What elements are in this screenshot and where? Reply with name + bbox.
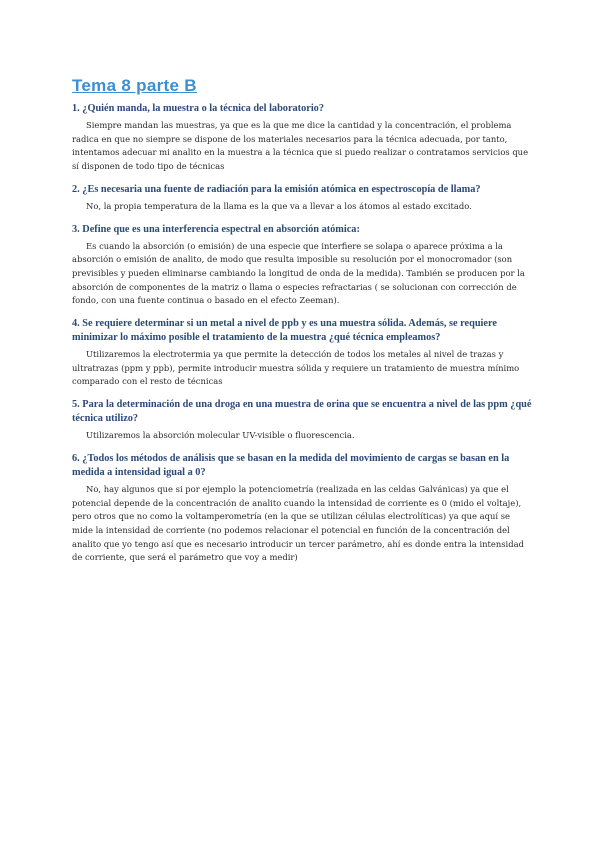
answer-3: Es cuando la absorción (o emisión) de una especie que interfiere se solapa o aparece próxima a la absorción o emisión de analito, de modo que resulta imposible su resolución por el monocromador (son previsibles y pueden eliminarse cambiando la longitud de onda de la medida). También se producen por la absorción de componentes de la matriz o llama o especies refractarias ( se solucionan con corrección de fondo, con una fuente continua o basado en el efecto Zeeman).: [72, 240, 525, 306]
qa-item-3: [72, 223, 532, 309]
question-6: 6. ¿Todos los métodos de análisis que se basan en la medida del movimiento de cargas se basan en la medida a intensidad igual a 0?: [72, 452, 510, 478]
qa-item-2: [72, 183, 532, 214]
question-4: 4. Se requiere determinar si un metal a nivel de ppb y es una muestra sólida. Además, se requiere minimizar lo máximo posible el tratamiento de la muestra ¿qué técnica empleamos?: [72, 318, 497, 344]
answer-1: Siempre mandan las muestras, ya que es la que me dice la cantidad y la concentración, el problema radica en que no siempre se dispone de los materiales necesarios para la técnica adecuada, por tanto, intentamos adecuar mi analito en la muestra a la técnica que si puedo realizar o contratamos servicios que sí disponen de todo tipo de técnicas: [72, 120, 529, 172]
question-1: 1. ¿Quién manda, la muestra o la técnica del laboratorio?: [72, 103, 324, 114]
question-3: 3. Define que es una interferencia espectral en absorción atómica:: [72, 223, 360, 235]
qa-item-5: [72, 398, 532, 443]
question-5: 5. Para la determinación de una droga en una muestra de orina que se encuentra a nivel de las ppm ¿qué técnica utilizo?: [72, 399, 532, 425]
answer-6: No, hay algunos que si por ejemplo la potenciometría (realizada en las celdas Galvánicas) ya que el potencial depende de la concentración de analito cuando la intensidad de corriente es 0 (mido el voltaje), pero otros que no como la voltamperometría (en la que se utilizan células electrolíticas) ya que aquí se mide la intensidad de corriente (no podemos relacionar el potencial en función de la concentración del analito que yo tengo así que es necesario introducir un tercer parámetro, ahí es donde entra la intensidad de corriente, que será el parámetro que voy a medir): [72, 483, 524, 563]
qa-item-6: [72, 452, 532, 565]
answer-2: No, la propia temperatura de la llama es la que va a llevar a los átomos al estado excitado.: [86, 200, 472, 211]
question-2: 2. ¿Es necesaria una fuente de radiación para la emisión atómica en espectroscopía de llama?: [72, 183, 481, 195]
document-content: [72, 76, 532, 574]
qa-item-4: [72, 317, 532, 389]
answer-4: Utilizaremos la electrotermia ya que permite la detección de todos los metales al nivel de trazas y ultratrazas (ppm y ppb), permite introducir muestra sólida y requiere un tratamiento de muestra mínimo comparado con el resto de técnicas: [72, 349, 520, 387]
answer-5: Utilizaremos la absorción molecular UV-visible o fluorescencia.: [86, 430, 355, 441]
qa-item-1: [72, 102, 532, 174]
document-title: Tema 8 parte B: [72, 76, 197, 95]
